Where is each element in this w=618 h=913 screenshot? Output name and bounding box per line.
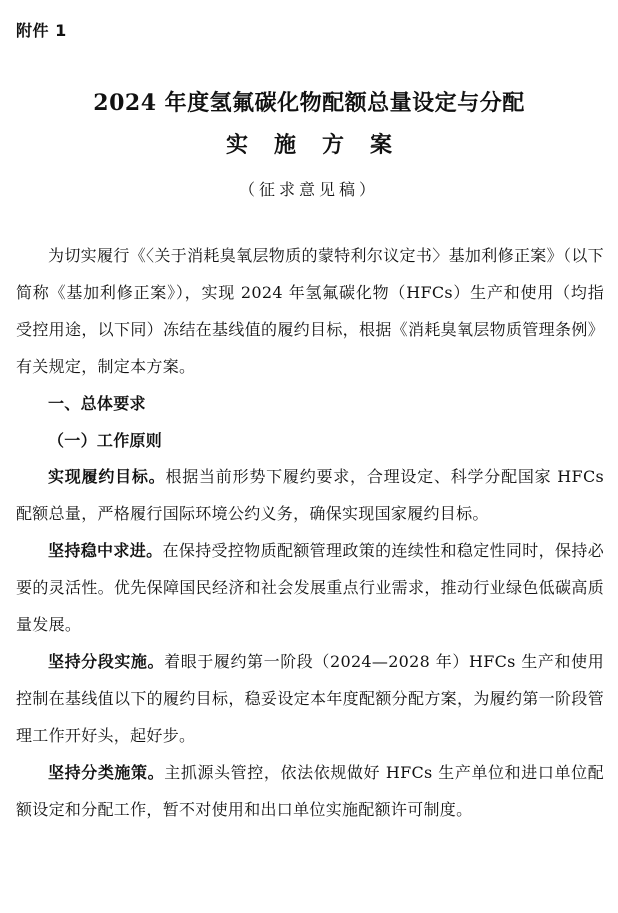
attachment-label: 附件 1 (16, 21, 67, 40)
principle-text: 根据当前形势下履约要求，合理设定、科学分配国家 HFCs 配额总量，严格履行国际环境公约义务，确保实现国家履约目标。 (16, 467, 604, 524)
document-body (16, 238, 604, 829)
principle-paragraph (16, 459, 604, 533)
principle-text: 主抓源头管控，依法依规做好 HFCs 生产单位和进口单位配额设定和分配工作，暂不对使用和出口单位实施配额许可制度。 (16, 762, 604, 819)
document-subtitle: （征求意见稿） (238, 180, 379, 199)
principle-paragraph (16, 644, 604, 755)
principle-lead: 坚持稳中求进。 (48, 541, 163, 561)
principle-text: 着眼于履约第一阶段（2024—2028 年）HFCs 生产和使用控制在基线值以下的履约目标，稳妥设定本年度配额分配方案，为履约第一阶段管理工作开好头，起好步。 (16, 651, 604, 745)
principle-lead: 坚持分类施策。 (48, 762, 165, 782)
principle-lead: 实现履约目标。 (48, 467, 166, 487)
section-heading: 一、总体要求 (48, 393, 146, 413)
document-title-line-2: 实施方案 (225, 132, 418, 158)
principle-paragraph (16, 755, 604, 829)
subsection-heading: （一）工作原则 (48, 430, 163, 450)
document-title-line-1: 2024 年度氢氟碳化物配额总量设定与分配 (93, 90, 525, 116)
principle-lead: 坚持分段实施。 (48, 651, 165, 671)
principle-paragraph (16, 533, 604, 644)
intro-paragraph: 为切实履行《〈关于消耗臭氧层物质的蒙特利尔议定书〉基加利修正案》（以下简称《基加利修正案》），实现 2024 年氢氟碳化物（HFCs）生产和使用（均指受控用途，以下同）冻结在基线值的履约目标，根据《消耗臭氧层物质管理条例》有关规定，制定本方案。 (16, 246, 604, 376)
principle-text: 在保持受控物质配额管理政策的连续性和稳定性同时，保持必要的灵活性。优先保障国民经济和社会发展重点行业需求，推动行业绿色低碳高质量发展。 (16, 541, 604, 635)
